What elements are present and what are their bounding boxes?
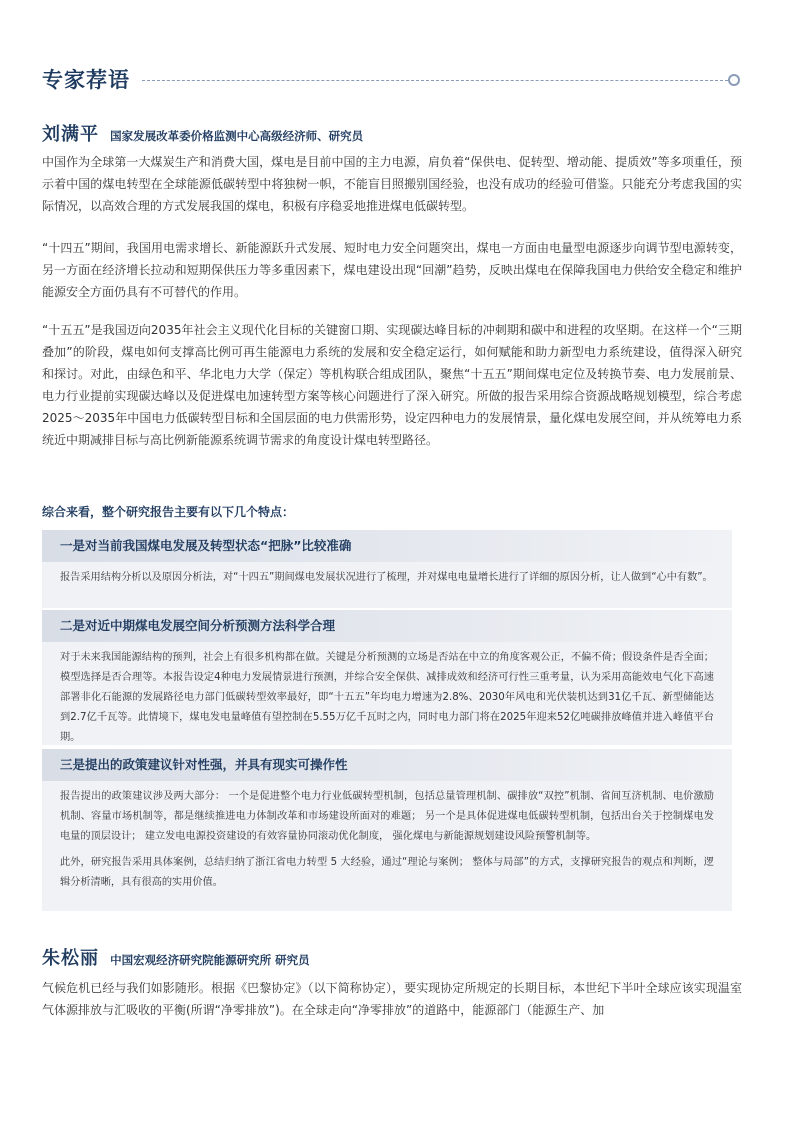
feature-1-heading: 一是对当前我国煤电发展及转型状态“把脉”比较准确 xyxy=(42,530,732,562)
expert-1-name: 刘满平 xyxy=(42,124,99,145)
feature-panel-3 xyxy=(42,749,732,911)
expert-2-title: 中国宏观经济研究院能源研究所 研究员 xyxy=(110,953,310,967)
expert-1-paragraph-3: “十五五”是我国迈向2035年社会主义现代化目标的关键窗口期、实现碳达峰目标的冲刺期和碳中和进程的攻坚期。在这样一个“三期叠加”的阶段，煤电如何支撑高比例可再生能源电力系统的发展和安全稳定运行，如何赋能和助力新型电力系统建设，值得深入研究和探讨。对此，由绿色和平、华北电力大学（保定）等机构联合组成团队，聚焦“十五五”期间煤电定位及转换节奏、电力发展前景、电力行业提前实现碳达峰以及促进煤电加速转型方案等核心问题进行了深入研究。所做的报告采用综合资源战略规划模型，综合考虑2025～2035年中国电力低碳转型目标和全国层面的电力供需形势，设定四种电力的发展情景，量化煤电发展空间，并从统筹电力系统近中期减排目标与高比例新能源系统调节需求的角度设计煤电转型路径。 xyxy=(42,323,742,447)
feature-3-heading: 三是提出的政策建议针对性强，并具有现实可操作性 xyxy=(42,749,732,781)
circle-end-icon xyxy=(728,74,740,86)
expert-1-paragraph-1: 中国作为全球第一大煤炭生产和消费大国，煤电是目前中国的主力电源，肩负着“保供电、促转型、增动能、提质效”等多项重任，预示着中国的煤电转型在全球能源低碳转型中将独树一帜，不能盲目照搬别国经验，也没有成功的经验可借鉴。只能充分考虑我国的实际情况，以高效合理的方式发展我国的煤电，积极有序稳妥地推进煤电低碳转型。 xyxy=(42,155,742,213)
expert-1-paragraph-2: “十四五”期间，我国用电需求增长、新能源跃升式发展、短时电力安全问题突出，煤电一方面由电量型电源逐步向调节型电源转变，另一方面在经济增长拉动和短期保供压力等多重因素下，煤电建设出现“回潮”趋势，反映出煤电在保障我国电力供给安全稳定和维护能源安全方面仍具有不可替代的作用。 xyxy=(42,241,742,299)
expert-2-header xyxy=(42,944,310,970)
feature-2-body: 对于未来我国能源结构的预判，社会上有很多机构都在做。关键是分析预测的立场是否站在中立的角度客观公正，不偏不倚；假设条件是否全面；模型选择是否合理等。本报告设定4种电力发展情景进行预测，并综合安全保供、减排成效和经济可行性三重考量，认为采用高能效电气化下高速部署非化石能源的发展路径电力部门低碳转型效率最好，即“十五五”年均电力增速为2.8%、2030年风电和光伏装机达到31亿千瓦、新型储能达到2.7亿千瓦等。此情境下，煤电发电量峰值有望控制在5.55万亿千瓦时之内，同时电力部门将在2025年迎来52亿吨碳排放峰值并进入峰值平台期。 xyxy=(60,652,714,743)
expert-1-title: 国家发展改革委价格监测中心高级经济师、研究员 xyxy=(110,129,364,143)
feature-2-heading: 二是对近中期煤电发展空间分析预测方法科学合理 xyxy=(42,610,732,642)
expert-2-name: 朱松丽 xyxy=(42,948,99,969)
feature-3-body-1: 报告提出的政策建议涉及两大部分： 一个是促进整个电力行业低碳转型机制，包括总量管理机制、碳排放“双控”机制、省间互济机制、电价激励机制、容量市场机制等，都是继续推进电力体制改革和市场建设所面对的难题； 另一个是具体促进煤电低碳转型机制，包括出台关于控制煤电发电量的顶层设计； 建立发电电源投资建设的有效容量协同滚动优化制度， 强化煤电与新能源规划建设风险预警机制等。 xyxy=(60,791,714,842)
feature-3-body-2: 此外，研究报告采用具体案例，总结归纳了浙江省电力转型 5 大经验，通过“理论与案例； 整体与局部”的方式，支撑研究报告的观点和判断，逻辑分析清晰，具有很高的实用价值。 xyxy=(60,857,714,888)
summary-intro: 综合来看，整个研究报告主要有以下几个特点： xyxy=(42,505,295,519)
section-header xyxy=(42,64,742,96)
expert-2-paragraph-1: 气候危机已经与我们如影随形。根据《巴黎协定》（以下简称协定），要实现协定所规定的长期目标，本世纪下半叶全球应该实现温室气体源排放与汇吸收的平衡(所谓“净零排放”)。在全球走向“净零排放”的道路中，能源部门（能源生产、加 xyxy=(42,981,742,1017)
feature-panel-1 xyxy=(42,530,732,608)
expert-1-header xyxy=(42,120,363,146)
feature-1-body: 报告采用结构分析以及原因分析法，对“十四五”期间煤电发展状况进行了梳理，并对煤电电量增长进行了详细的原因分析，让人做到“心中有数”。 xyxy=(60,572,713,583)
section-title: 专家荐语 xyxy=(42,68,130,92)
dashed-divider xyxy=(142,80,728,81)
feature-panel-2 xyxy=(42,610,732,745)
